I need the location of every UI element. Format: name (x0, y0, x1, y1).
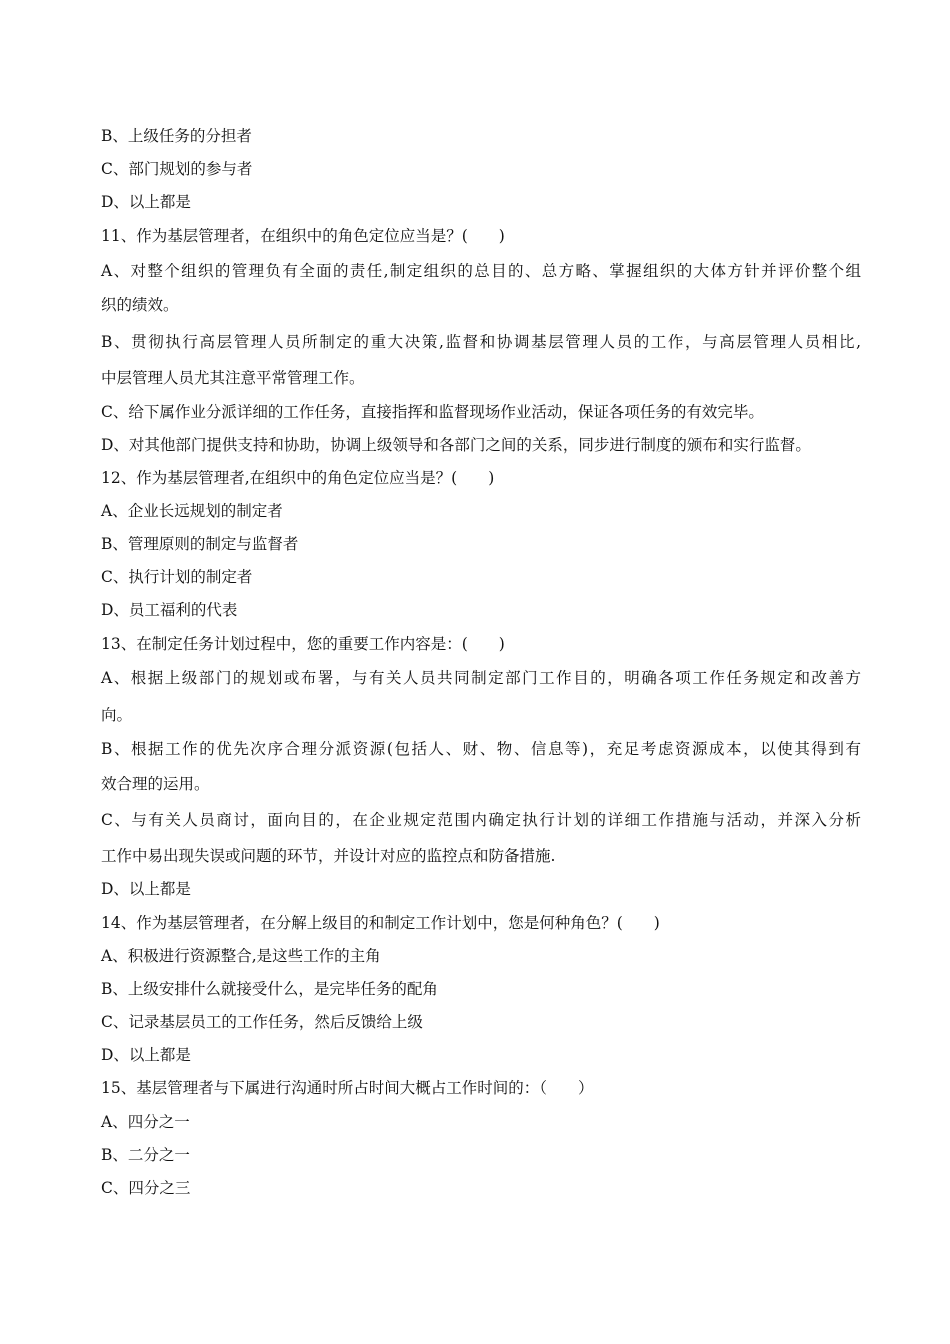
question-14: 14、作为基层管理者，在分解上级目的和制定工作计划中，您是何种角色？( ) (101, 914, 660, 932)
option-12d: D、员工福利的代表 (101, 601, 238, 619)
question-12: 12、作为基层管理者,在组织中的角色定位应当是？( ) (101, 469, 495, 487)
option-13d: D、以上都是 (101, 880, 191, 898)
question-13: 13、在制定任务计划过程中，您的重要工作内容是：( ) (101, 635, 505, 653)
option-15c: C、四分之三 (101, 1179, 191, 1197)
option-13c-line1: C、与有关人员商讨，面向目的，在企业规定范围内确定执行计划的详细工作措施与活动，并深入分析 (101, 811, 861, 829)
option-11b-line2: 中层管理人员尤其注意平常管理工作。 (101, 369, 365, 387)
option-10c: C、部门规划的参与者 (101, 160, 253, 178)
option-12a: A、企业长远规划的制定者 (101, 502, 283, 520)
option-10d: D、以上都是 (101, 193, 191, 211)
option-14b: B、上级安排什么就接受什么，是完毕任务的配角 (101, 980, 438, 998)
option-15a: A、四分之一 (101, 1113, 190, 1131)
question-11: 11、作为基层管理者，在组织中的角色定位应当是？( ) (101, 227, 505, 245)
option-12b: B、管理原则的制定与监督者 (101, 535, 299, 553)
option-13b-line2: 效合理的运用。 (101, 775, 210, 793)
option-11a-line2: 织的绩效。 (101, 296, 179, 314)
option-14d: D、以上都是 (101, 1046, 191, 1064)
option-10b: B、上级任务的分担者 (101, 127, 252, 145)
option-13c-line2: 工作中易出现失误或问题的环节，并设计对应的监控点和防备措施. (101, 847, 556, 865)
option-15b: B、二分之一 (101, 1146, 190, 1164)
option-14c: C、记录基层员工的工作任务，然后反馈给上级 (101, 1013, 423, 1031)
option-13a-line1: A、根据上级部门的规划或布署，与有关人员共同制定部门工作目的，明确各项工作任务规定和改善方 (101, 669, 861, 687)
question-15: 15、基层管理者与下属进行沟通时所占时间大概占工作时间的：（ ） (101, 1079, 594, 1097)
option-13b-line1: B、根据工作的优先次序合理分派资源(包括人、财、物、信息等)，充足考虑资源成本，以使其得到有 (101, 740, 861, 758)
option-11b-line1: B、贯彻执行高层管理人员所制定的重大决策,监督和协调基层管理人员的工作，与高层管理人员相比, (101, 333, 861, 351)
option-11d: D、对其他部门提供支持和协助，协调上级领导和各部门之间的关系，同步进行制度的颁布和实行监督。 (101, 436, 811, 454)
option-11a-line1: A、对整个组织的管理负有全面的责任,制定组织的总目的、总方略、掌握组织的大体方针并评价整个组 (101, 262, 861, 280)
option-14a: A、积极进行资源整合,是这些工作的主角 (101, 947, 381, 965)
option-11c: C、给下属作业分派详细的工作任务，直接指挥和监督现场作业活动，保证各项任务的有效完毕。 (101, 403, 764, 421)
option-12c: C、执行计划的制定者 (101, 568, 253, 586)
option-13a-line2: 向。 (101, 706, 133, 724)
